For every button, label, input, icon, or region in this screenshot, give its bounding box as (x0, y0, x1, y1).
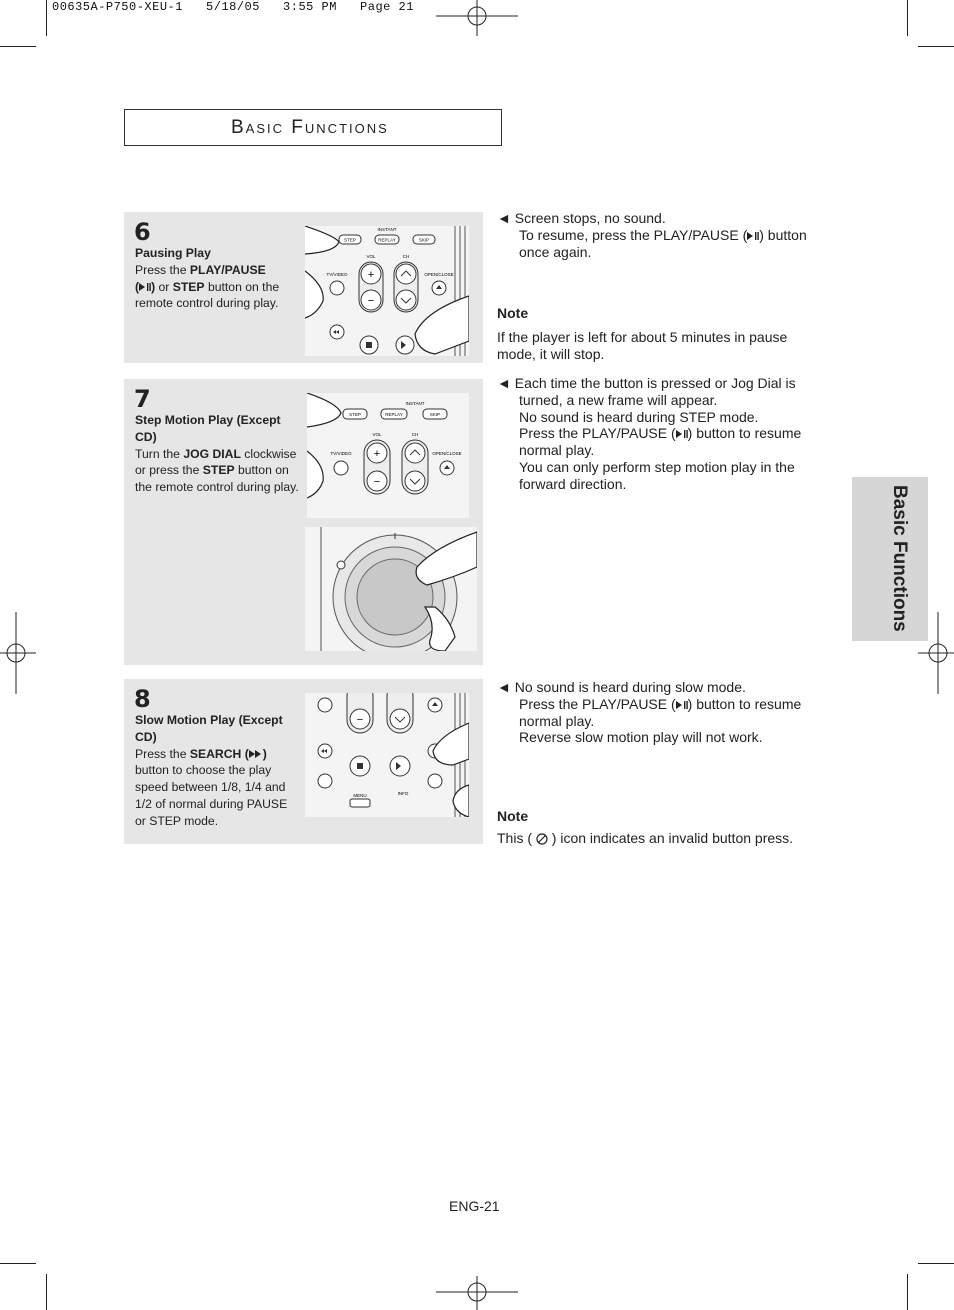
note-line: You can only perform step motion play in the (519, 458, 795, 475)
registration-mark-top (436, 0, 518, 36)
note-text: If the player is left for about 5 minutes in pause mode, it will stop. (497, 328, 788, 362)
note-line: forward direction. (519, 475, 627, 492)
remote-label: OPEN/CLOSE (424, 272, 454, 277)
text: button to choose the play speed between 1/8, 1/4 and 1/2 of normal during PAUSE or STEP mode. (135, 763, 288, 828)
registration-mark-left (0, 612, 36, 694)
note-line: ) button (759, 226, 807, 243)
step-number: 8 (134, 685, 151, 713)
remote-label: REPLAY (378, 237, 396, 243)
remote-label: STEP (349, 412, 361, 417)
remote-label: OPEN/CLOSE (432, 451, 462, 456)
crop-mark (907, 0, 908, 36)
step-number: 7 (134, 385, 151, 413)
note-line: turned, a new frame will appear. (519, 391, 718, 408)
step-7-text (135, 412, 300, 496)
crop-mark (46, 0, 47, 36)
step-7-panel (124, 379, 483, 665)
crop-mark (918, 46, 954, 47)
note-line: normal play. (519, 712, 595, 729)
remote-label: MENU (353, 793, 367, 798)
crop-mark (46, 1274, 47, 1310)
step-heading: Step Motion Play (Except CD) (135, 413, 281, 444)
step-heading: Slow Motion Play (Except CD) (135, 713, 283, 744)
remote-label: INFO (397, 791, 409, 796)
note-line: No sound is heard during slow mode. (514, 679, 746, 695)
note-heading: Note (497, 305, 529, 321)
remote-illustration (305, 226, 469, 356)
crop-mark (0, 1263, 36, 1264)
crop-mark (918, 1263, 954, 1264)
note-line: Press the PLAY/PAUSE ( (519, 695, 676, 712)
side-tab-label: Basic Functions (889, 485, 910, 632)
text: clockwise or press the (135, 446, 297, 478)
text: button on the remote control during play. (135, 463, 299, 495)
remote-label: INSTANT (377, 227, 397, 232)
step-6-text (135, 245, 300, 312)
text: JOG DIAL (183, 446, 241, 461)
step-8-panel (124, 679, 483, 844)
section-title-box (124, 109, 502, 146)
step-8-text (135, 712, 300, 830)
note-line: No sound is heard during STEP mode. (519, 408, 759, 425)
remote-illustration (305, 693, 469, 817)
text: ) (151, 279, 156, 294)
remote-label: CH (402, 254, 410, 259)
remote-label: CH (411, 432, 419, 437)
page-number: ENG-21 (449, 1198, 500, 1214)
remote-label: VOL (366, 254, 376, 259)
text: ( (135, 279, 140, 294)
side-tab (852, 477, 928, 641)
svg-text:−: − (356, 714, 364, 726)
note-line: ) button to resume (687, 425, 802, 442)
remote-illustration (307, 393, 469, 518)
remote-label: VOL (372, 432, 382, 437)
svg-text:−: − (373, 476, 381, 488)
svg-text:−: − (367, 295, 375, 307)
section-title: Basic Functions (231, 117, 389, 138)
note-text: This ( (497, 829, 532, 846)
note-line: Press the PLAY/PAUSE ( (519, 425, 676, 442)
note-block (497, 808, 827, 847)
remote-label: SKIP (418, 237, 430, 243)
note-line: Reverse slow motion play will not work. (519, 729, 763, 746)
step-7-notes (497, 375, 827, 493)
note-line: ) button to resume (687, 695, 802, 712)
play-pause-icon (139, 282, 151, 292)
text: Press the (135, 746, 190, 761)
remote-label: TV/VIDEO (330, 451, 352, 456)
arrow-left-icon: ◄ (497, 210, 511, 226)
step-6-panel (124, 212, 483, 363)
step-8-notes (497, 679, 827, 746)
step-6-notes (497, 210, 827, 260)
printer-slug: 00635A-P750-XEU-1 5/18/05 3:55 PM Page 21 (52, 0, 414, 14)
note-line: normal play. (519, 442, 595, 459)
text: Turn the (135, 446, 184, 461)
text: ) (262, 746, 267, 761)
play-pause-icon (676, 700, 688, 710)
remote-label: REPLAY (385, 412, 403, 417)
step-heading: Pausing Play (135, 246, 211, 260)
text: STEP (172, 279, 205, 294)
arrow-left-icon: ◄ (497, 375, 511, 391)
note-block (497, 305, 827, 362)
text: Press the (135, 262, 190, 277)
remote-label: TV/VIDEO (326, 272, 348, 277)
text: PLAY/PAUSE (189, 262, 266, 277)
text: SEARCH ( (189, 746, 249, 761)
jog-dial-illustration (305, 527, 477, 651)
crop-mark (907, 1274, 908, 1310)
remote-label: SKIP (429, 412, 441, 417)
note-line: once again. (519, 243, 592, 260)
registration-mark-bottom (436, 1276, 518, 1310)
remote-label: INSTANT (405, 401, 425, 406)
arrow-left-icon: ◄ (497, 679, 511, 695)
svg-text:+: + (367, 269, 375, 281)
play-pause-icon (676, 429, 688, 439)
note-line: Screen stops, no sound. (514, 210, 666, 226)
play-pause-icon (747, 231, 759, 241)
note-heading: Note (497, 808, 529, 824)
invalid-icon (536, 833, 548, 845)
remote-label: STEP (344, 237, 356, 243)
crop-mark (0, 46, 36, 47)
note-line: To resume, press the PLAY/PAUSE ( (519, 226, 748, 243)
search-forward-icon (249, 749, 263, 759)
text: or (155, 279, 173, 294)
note-line: Each time the button is pressed or Jog Dial is (514, 375, 796, 391)
svg-text:+: + (373, 448, 381, 460)
text: STEP (202, 463, 235, 478)
step-number: 6 (134, 218, 151, 246)
text: button on the remote control during play. (135, 279, 280, 311)
note-text: ) icon indicates an invalid button press. (551, 829, 794, 846)
